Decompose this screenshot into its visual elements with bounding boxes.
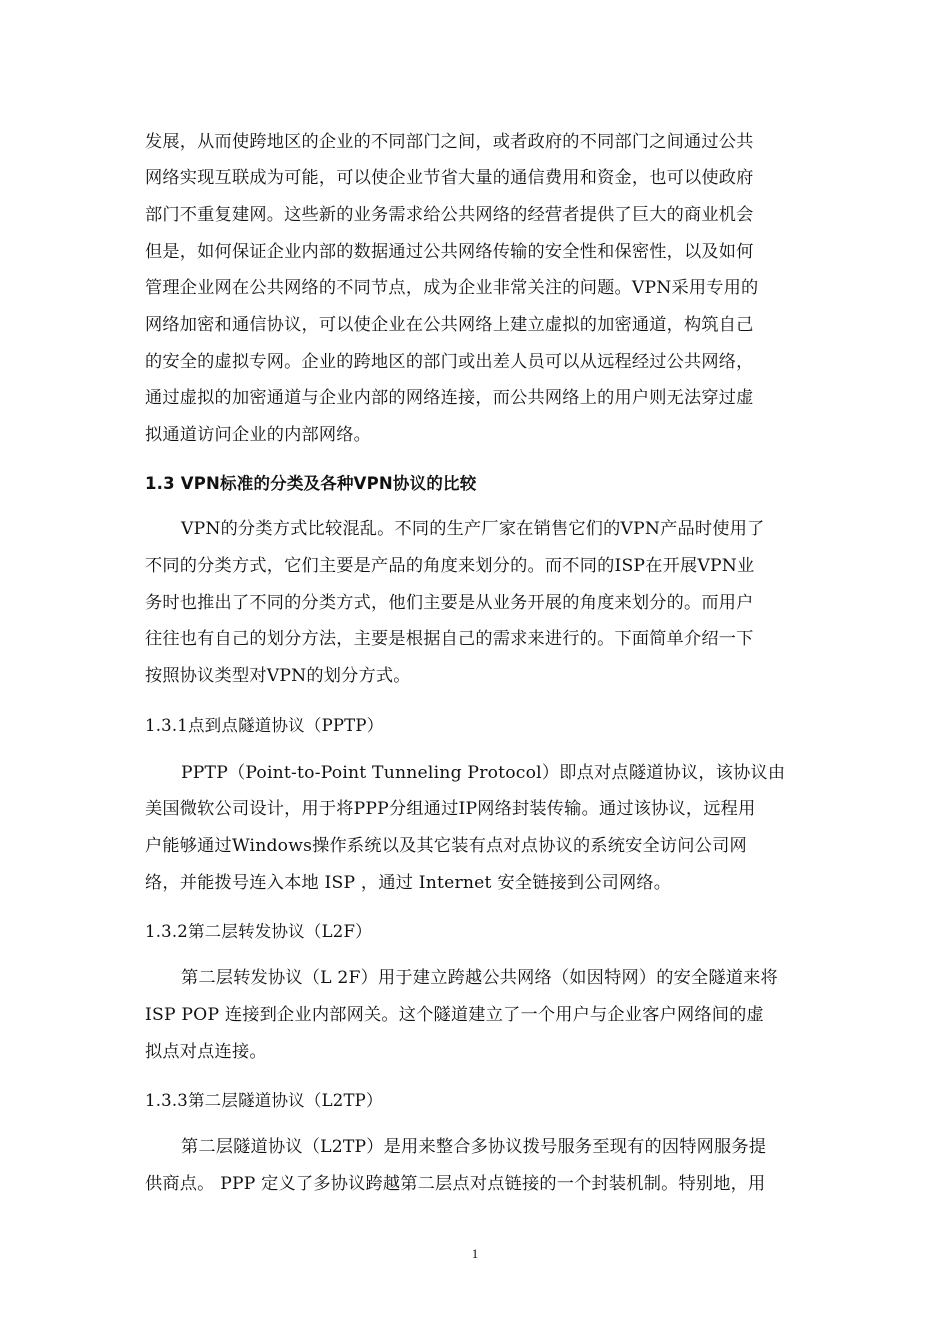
paragraph-line: 按照协议类型对VPN的划分方式。 [145,666,411,686]
paragraph-line: 美国微软公司设计，用于将PPP分组通过IP网络封装传输。通过该协议，远程用 [145,799,756,819]
page-number: 1 [471,1246,479,1261]
paragraph-line: 部门不重复建网。这些新的业务需求给公共网络的经营者提供了巨大的商业机会 [145,205,754,225]
subsection-heading: 1.3.1点到点隧道协议（PPTP） [145,716,384,735]
paragraph-line: PPTP（Point-to-Point Tunneling Protocol）即点对点隧道协议，该协议由 [181,763,786,783]
paragraph-line: 供商点。 PPP 定义了多协议跨越第二层点对点链接的一个封装机制。特别地，用 [145,1174,766,1194]
paragraph-line: VPN的分类方式比较混乱。不同的生产厂家在销售它们的VPN产品时使用了 [181,519,765,539]
paragraph-line: 网络加密和通信协议，可以使企业在公共网络上建立虚拟的加密通道，构筑自己 [145,315,754,335]
section-heading: 1.3 VPN标准的分类及各种VPN协议的比较 [145,474,477,493]
paragraph-line: 往往也有自己的划分方法，主要是根据自己的需求来进行的。下面简单介绍一下 [145,629,754,649]
subsection-heading: 1.3.2第二层转发协议（L2F） [145,922,372,941]
paragraph-line: 务时也推出了不同的分类方式，他们主要是从业务开展的角度来划分的。而用户 [145,593,754,613]
paragraph-line: 管理企业网在公共网络的不同节点，成为企业非常关注的问题。VPN采用专用的 [145,278,759,298]
paragraph-line: 但是，如何保证企业内部的数据通过公共网络传输的安全性和保密性，以及如何 [145,242,754,262]
subsection-heading: 1.3.3第二层隧道协议（L2TP） [145,1091,383,1110]
paragraph-line: 拟通道访问企业的内部网络。 [145,425,372,445]
paragraph-line: 不同的分类方式，它们主要是产品的角度来划分的。而不同的ISP在开展VPN业 [145,556,755,576]
paragraph-line: 拟点对点连接。 [145,1042,267,1062]
paragraph-line: 络，并能拨号连入本地 ISP ，通过 Internet 安全链接到公司网络。 [145,873,672,893]
paragraph-line: 第二层隧道协议（L2TP）是用来整合多协议拨号服务至现有的因特网服务提 [181,1137,767,1157]
paragraph-line: 发展，从而使跨地区的企业的不同部门之间，或者政府的不同部门之间通过公共 [145,132,754,152]
paragraph-line: 通过虚拟的加密通道与企业内部的网络连接，而公共网络上的用户则无法穿过虚 [145,388,754,408]
paragraph-line: 的安全的虚拟专网。企业的跨地区的部门或出差人员可以从远程经过公共网络， [145,352,754,372]
paragraph-line: 第二层转发协议（L 2F）用于建立跨越公共网络（如因特网）的安全隧道来将 [181,968,778,988]
paragraph-line: 户能够通过Windows操作系统以及其它装有点对点协议的系统安全访问公司网 [145,836,747,856]
paragraph-line: 网络实现互联成为可能，可以使企业节省大量的通信费用和资金，也可以使政府 [145,168,754,188]
paragraph-line: ISP POP 连接到企业内部网关。这个隧道建立了一个用户与企业客户网络间的虚 [145,1005,764,1025]
